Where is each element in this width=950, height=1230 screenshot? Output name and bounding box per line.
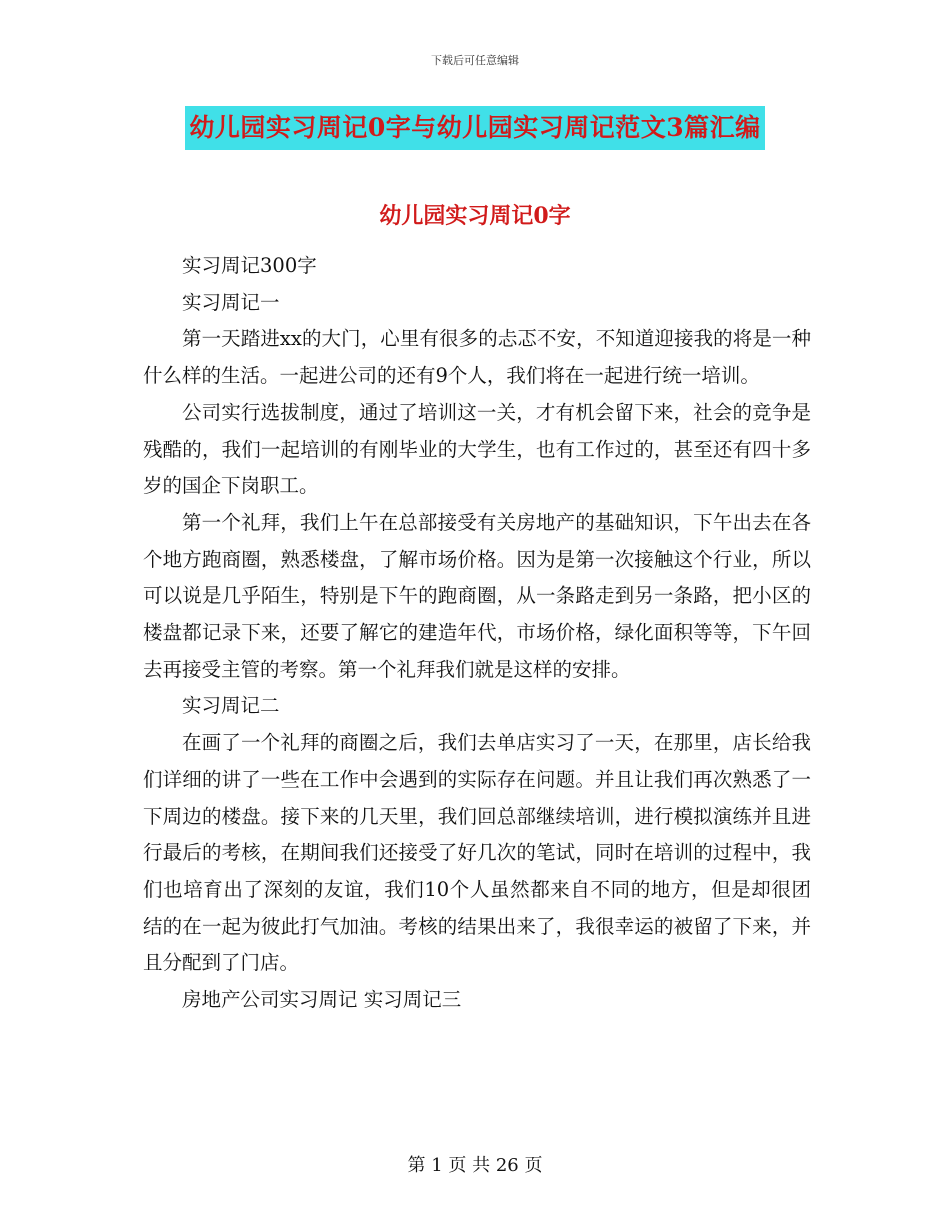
page-number: 第 1 页 共 26 页 [407,1155,543,1176]
paragraph: 实习周记300字 [182,254,317,277]
page-footer [0,1152,950,1180]
header-note: 下载后可任意编辑 [431,54,519,67]
document-title-text: 幼儿园实习周记0字与幼儿园实习周记范文3篇汇编 [185,106,764,150]
document-title [0,106,950,150]
section-title: 幼儿园实习周记0字 [379,203,571,229]
paragraph: 第一个礼拜，我们上午在总部接受有关房地产的基础知识，下午出去在各个地方跑商圈，熟悉楼盘，了解市场价格。因为是第一次接触这个行业，所以可以说是几乎陌生，特别是下午的跑商圈，从一条路走到另一条路，把小区的楼盘都记录下来，还要了解它的建造年代，市场价格，绿化面积等等，下午回去再接受主管的考察。第一个礼拜我们就是这样的安排。 [143,510,811,681]
paragraph: 实习周记一 [182,290,280,314]
paragraph: 公司实行选拔制度，通过了培训这一关，才有机会留下来，社会的竞争是残酷的，我们一起培训的有刚毕业的大学生，也有工作过的，甚至还有四十多岁的国企下岗职工。 [143,400,811,498]
paragraph: 在画了一个礼拜的商圈之后，我们去单店实习了一天，在那里，店长给我们详细的讲了一些在工作中会遇到的实际存在问题。并且让我们再次熟悉了一下周边的楼盘。接下来的几天里，我们回总部继续培训，进行模拟演练并且进行最后的考核，在期间我们还接受了好几次的笔试，同时在培训的过程中，我们也培育出了深刻的友谊，我们10个人虽然都来自不同的地方，但是却很团结的在一起为彼此打气加油。考核的结果出来了，我很幸运的被留了下来，并且分配到了门店。 [143,731,811,975]
body-text [143,248,811,1019]
paragraph: 房地产公司实习周记 实习周记三 [182,988,462,1012]
paragraph: 实习周记二 [182,694,280,718]
paragraph: 第一天踏进xx的大门，心里有很多的忐忑不安，不知道迎接我的将是一种什么样的生活。一起进公司的还有9个人，我们将在一起进行统一培训。 [143,327,811,388]
